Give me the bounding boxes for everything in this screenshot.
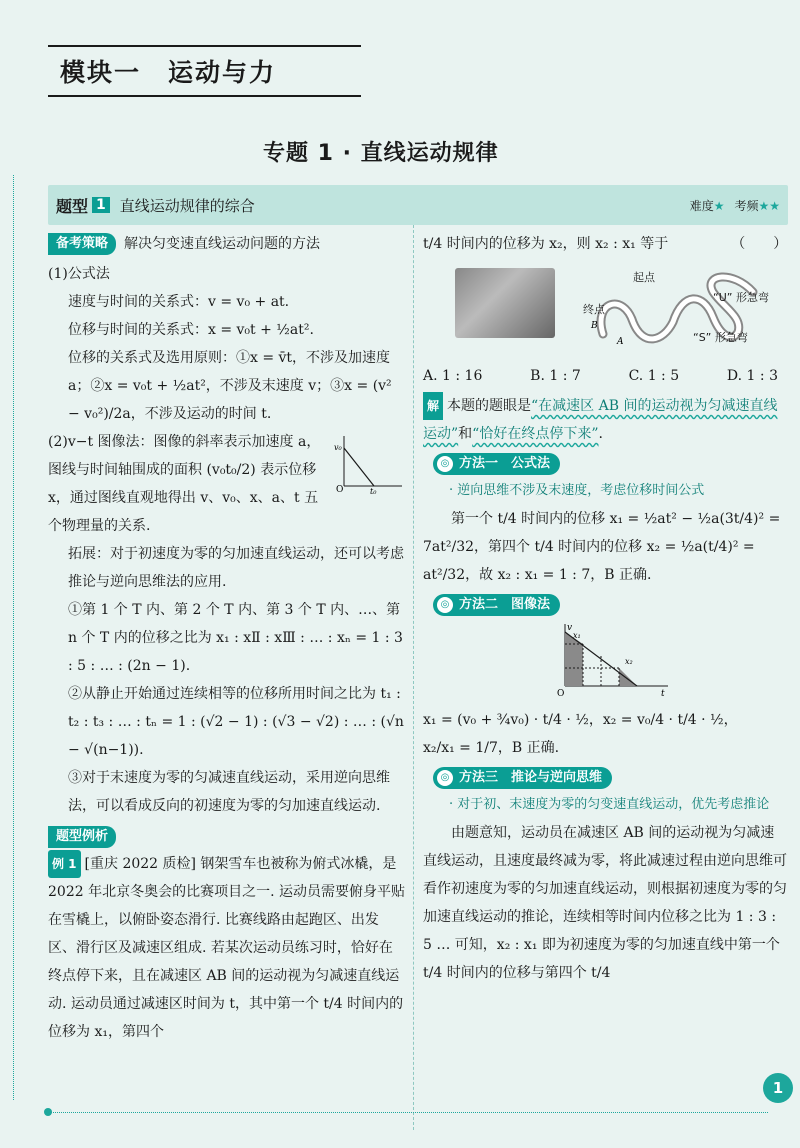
fig-label-u-curve: “U” 形急弯 <box>713 291 769 304</box>
method-1-tag: ◎ 方法一 公式法 <box>433 453 560 475</box>
solution-badge: 解 <box>423 392 443 420</box>
svg-text:t: t <box>661 689 665 699</box>
vt-graph-icon <box>334 432 406 494</box>
topic-title: 专题 1 · 直线运动规律 <box>263 141 499 166</box>
svg-text:v₀: v₀ <box>334 443 342 452</box>
fig-label-end: 终点 <box>583 303 605 316</box>
fig-label-s-curve: “S” 形急弯 <box>693 331 748 344</box>
column-divider <box>413 225 414 1130</box>
extension-intro: 拓展：对于初速度为零的匀加速直线运动，还可以考虑推论与逆向思维法的应用. <box>68 546 404 590</box>
lightbulb-icon: ◎ <box>437 770 453 786</box>
method-2-result: x₂/x₁ = 1/7，B 正确. <box>423 740 560 756</box>
module-title: 模块一 运动与力 <box>48 45 361 97</box>
analysis: 解 本题的题眼是“在减速区 AB 间的运动视为匀减速直线运动”和“恰好在终点停下来”. <box>423 392 788 448</box>
fig-label-start: 起点 <box>633 271 655 284</box>
extension-rule-3: ③对于末速度为零的匀减速直线运动，采用逆向思维法，可以看成反向的初速度为零的匀加速直线运动. <box>68 770 390 814</box>
page <box>38 10 800 1128</box>
footer-dot <box>44 1108 52 1116</box>
method-2-tag: ◎ 方法二 图像法 <box>433 594 560 616</box>
difficulty: 难度★ <box>689 198 725 213</box>
choice-b: B. 1 : 7 <box>530 368 581 384</box>
formula-selection-principle: 位移的关系式及选用原则：①x = v̄t，不涉及加速度 a；②x = v₀t + ½at²，不涉及末速度 v；③x = (v² − v₀²)/2a，不涉及运动的时间 t. <box>68 350 392 422</box>
svg-text:t₀: t₀ <box>370 487 377 494</box>
svg-text:v: v <box>567 623 573 633</box>
choice-a: A. 1 : 16 <box>423 368 483 384</box>
method-1-solution: 第一个 t/4 时间内的位移 x₁ = ½at² − ½a(3t/4)² = 7at²/32，第四个 t/4 时间内的位移 x₂ = ½a(t/4)² = at²/32，故 x₂ : x₁ = 1 : 7，B 正确. <box>423 511 781 583</box>
right-column <box>423 230 788 987</box>
svg-text:x₁: x₁ <box>573 631 581 640</box>
svg-text:x₂: x₂ <box>625 657 633 666</box>
footer-dotted-line <box>48 1112 768 1113</box>
rating <box>690 197 780 214</box>
svg-text:A: A <box>617 337 624 347</box>
margin-dotted-line <box>13 175 14 1100</box>
star-icon: ★★ <box>758 198 780 213</box>
vt-method-block <box>48 428 406 540</box>
extension-rule-1: ①第 1 个 T 内、第 2 个 T 内、第 3 个 T 内、…、第 n 个 T 内的位移之比为 x₁ : xⅡ : xⅢ : … : xₙ = 1 : 3 : 5 : … : (2n − 1). <box>68 602 403 674</box>
example-tag: 题型例析 <box>48 826 116 848</box>
svg-text:B: B <box>591 321 598 331</box>
example-text: 例 1 [重庆 2022 质检] 钢架雪车也被称为俯式冰橇，是 2022 年北京冬奥会的比赛项目之一. 运动员需要俯身平贴在雪橇上，以俯卧姿态滑行. 比赛线路由起跑区、出发区、滑行区及减速区组成. 若某次运动员练习时，恰好在终点停下来，且在减速区 AB 间的运动视为匀减速直线运动. 运动员通过减速区时间为 t，其中第一个 t/4 时间内的位移为 x₁，第四个 <box>48 850 406 1046</box>
lightbulb-icon: ◎ <box>437 456 453 472</box>
skeleton-sled-photo <box>455 268 555 338</box>
key-phrase-2: “恰好在终点停下来” <box>472 426 599 442</box>
method-3-tag: ◎ 方法三 推论与逆向思维 <box>433 767 612 789</box>
choice-c: C. 1 : 5 <box>628 368 680 384</box>
choice-d: D. 1 : 3 <box>726 368 778 384</box>
question-continuation: t/4 时间内的位移为 x₂，则 x₂ : x₁ 等于 （ ） <box>423 236 788 252</box>
left-column <box>48 230 406 1046</box>
lightbulb-icon: ◎ <box>437 597 453 613</box>
type-label: 题型 1 <box>56 194 110 217</box>
star-icon: ★ <box>713 198 725 213</box>
method-3-solution: 由题意知，运动员在减速区 AB 间的运动视为匀减速直线运动，且速度最终减为零，将此减速过程由逆向思维可看作初速度为零的匀加速直线运动，则根据初速度为零的匀加速直线运动的推论，连续相等时间内位移之比为 1 : 3 : 5 … 可知，x₂ : x₁ 即为初速度为零的匀加速直线中第一个 t/4 时间内的位移与第四个 t/4 <box>423 825 787 981</box>
extension-rule-2: ②从静止开始通过连续相等的位移所用时间之比为 t₁ : t₂ : t₃ : … : tₙ = 1 : (√2 − 1) : (√3 − √2) : … : (√n − √(n−1)). <box>68 686 404 758</box>
key-phrase-1: “在减速区 AB 间的运动视为匀减速直线运动” <box>423 398 778 442</box>
type-number: 1 <box>92 197 110 213</box>
frequency: 考频★★ <box>734 198 780 213</box>
velocity-time-formula: 速度与时间的关系式：v = v₀ + at. <box>68 294 290 310</box>
method-2-graph <box>423 620 788 702</box>
page-number: 1 <box>763 1073 793 1103</box>
strategy-heading <box>48 230 406 258</box>
vt-graph-method: (2)v−t 图像法：图像的斜率表示加速度 a，图线与时间轴围成的面积 (v₀t₀/2) 表示位移 x，通过图线直观地得出 v、v₀、x、a、t 五个物理量的关系. <box>48 434 321 534</box>
svg-text:O: O <box>557 689 565 699</box>
track-figure <box>423 262 788 358</box>
vt-area-graph <box>543 620 673 702</box>
method-2-equation: x₁ = (v₀ + ¾v₀) · t/4 · ½，x₂ = v₀/4 · t/4 · ½， <box>423 712 738 728</box>
strategy-tag: 备考策略 <box>48 233 116 255</box>
example-badge: 例 1 <box>48 850 81 878</box>
method-formula-heading: (1)公式法 <box>48 266 110 282</box>
method-3-note: · 对于初、末速度为零的匀变速直线运动，优先考虑推论 <box>449 797 770 812</box>
question-type-bar <box>48 185 788 225</box>
strategy-title: 解决匀变速直线运动问题的方法 <box>124 236 321 252</box>
example-heading <box>48 826 406 848</box>
displacement-time-formula: 位移与时间的关系式：x = v₀t + ½at². <box>68 322 314 338</box>
svg-text:O: O <box>336 485 344 494</box>
method-1-note: · 逆向思维不涉及末速度，考虑位移时间公式 <box>449 483 705 498</box>
answer-choices <box>423 362 788 390</box>
type-name: 直线运动规律的综合 <box>119 196 255 215</box>
